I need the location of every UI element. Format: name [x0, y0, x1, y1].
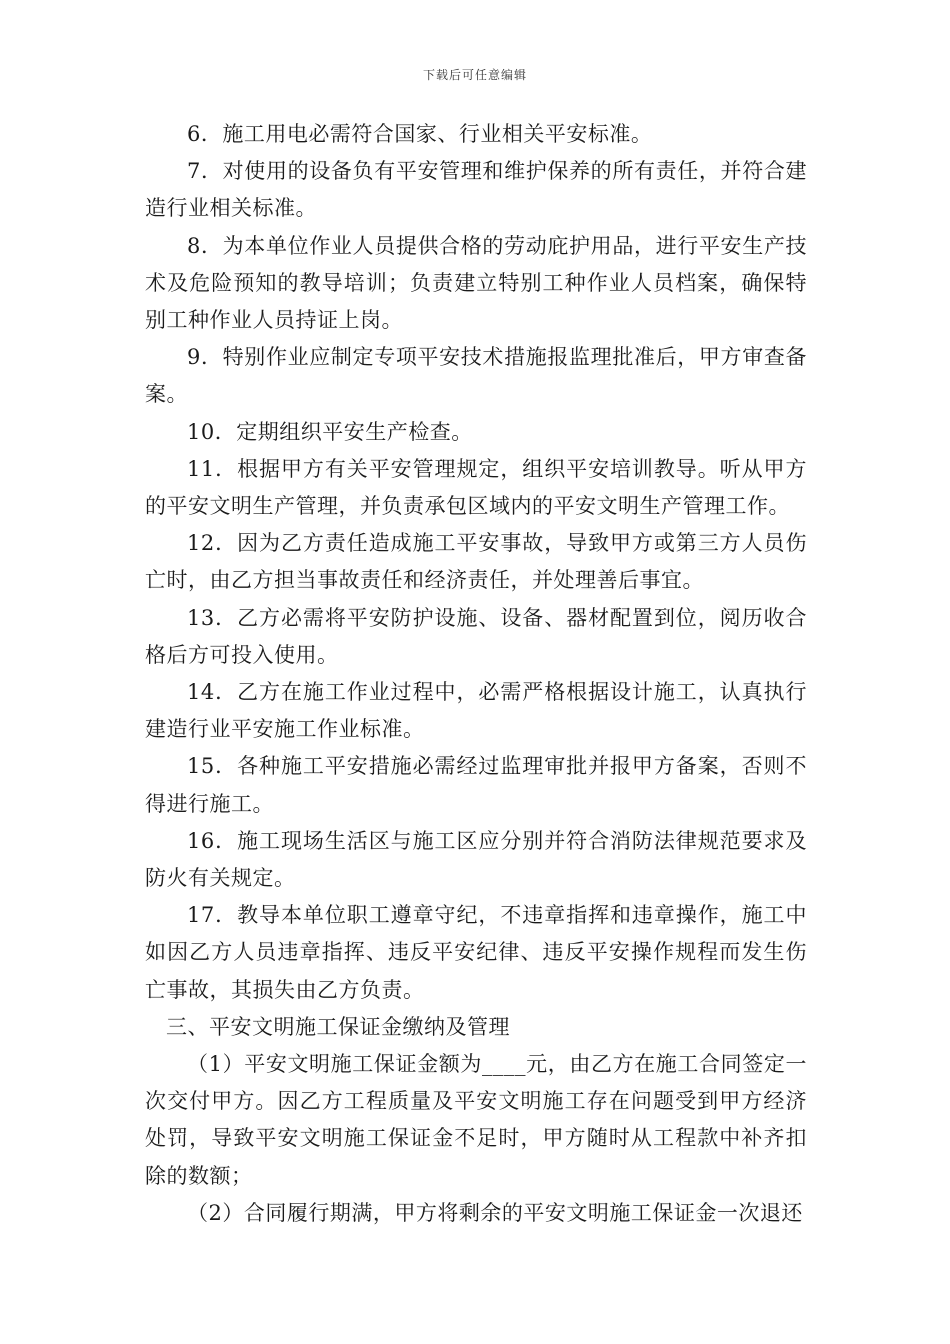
deposit-item-2: （2）合同履行期满，甲方将剩余的平安文明施工保证金一次退还: [187, 1200, 803, 1225]
clause-7: 7．对使用的设备负有平安管理和维护保养的所有责任，并符合建造行业相关标准。: [145, 159, 807, 221]
clause-14: 14．乙方在施工作业过程中，必需严格根据设计施工，认真执行建造行业平安施工作业标准。: [145, 680, 807, 742]
clause-8: 8．为本单位作业人员提供合格的劳动庇护用品，进行平安生产技术及危险预知的教导培训；负责建立特别工种作业人员档案，确保特别工种作业人员持证上岗。: [145, 233, 807, 333]
clause-10: 10．定期组织平安生产检查。: [187, 419, 473, 444]
clause-12: 12．因为乙方责任造成施工平安事故，导致甲方或第三方人员伤亡时，由乙方担当事故责任和经济责任，并处理善后事宜。: [145, 531, 807, 593]
clause-11: 11．根据甲方有关平安管理规定，组织平安培训教导。听从甲方的平安文明生产管理，并负责承包区域内的平安文明生产管理工作。: [145, 456, 807, 519]
document-body: [145, 116, 807, 1232]
section-heading: 三、平安文明施工保证金缴纳及管理: [166, 1014, 510, 1039]
clause-15: 15．各种施工平安措施必需经过监理审批并报甲方备案，否则不得进行施工。: [145, 754, 807, 816]
clause-9: 9．特别作业应制定专项平安技术措施报监理批准后，甲方审查备案。: [145, 345, 807, 407]
deposit-item-1: （1）平安文明施工保证金额为____元，由乙方在施工合同签定一次交付甲方。因乙方工程质量及平安文明施工存在问题受到甲方经济处罚，导致平安文明施工保证金不足时，甲方随时从工程款中补齐扣除的数额；: [145, 1052, 807, 1188]
clause-13: 13．乙方必需将平安防护设施、设备、器材配置到位，阅历收合格后方可投入使用。: [145, 605, 807, 667]
clause-16: 16．施工现场生活区与施工区应分别并符合消防法律规范要求及防火有关规定。: [145, 828, 807, 891]
clause-6: 6．施工用电必需符合国家、行业相关平安标准。: [187, 122, 653, 146]
download-note: 下载后可任意编辑: [422, 68, 527, 82]
clause-17: 17．教导本单位职工遵章守纪，不违章指挥和违章操作，施工中如因乙方人员违章指挥、违反平安纪律、违反平安操作规程而发生伤亡事故，其损失由乙方负责。: [145, 903, 807, 1002]
